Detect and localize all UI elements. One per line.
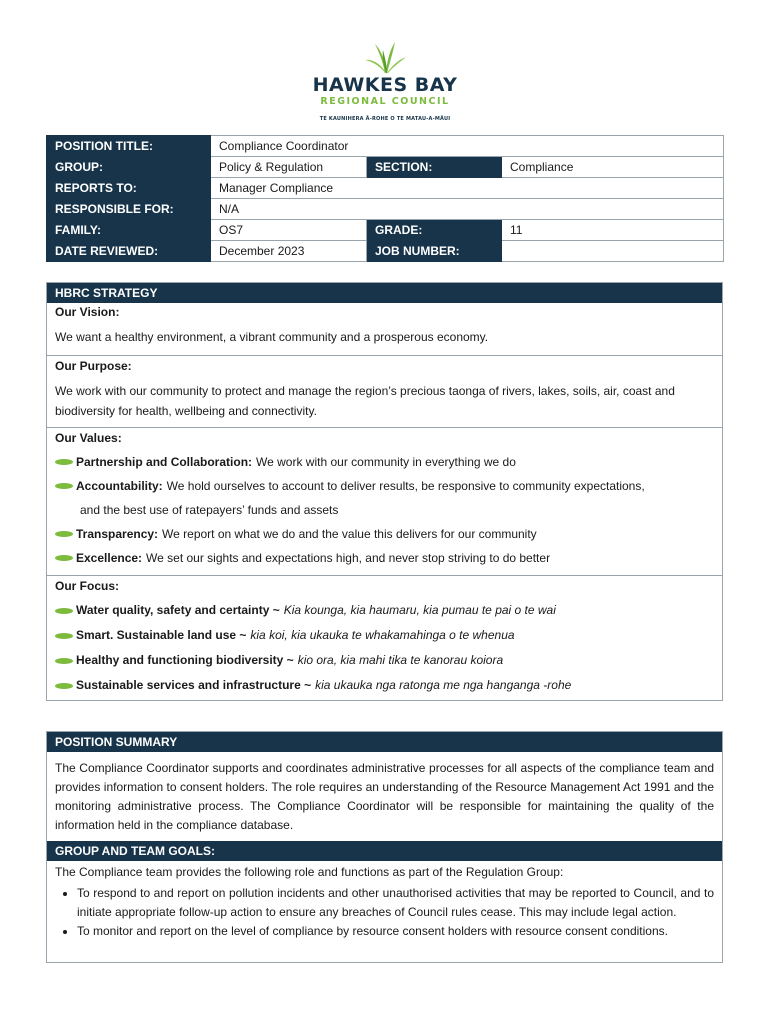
value-text: We report on what we do and the value this delivers for our community (162, 527, 537, 541)
value-item (55, 522, 714, 546)
value-item-continued (55, 498, 714, 522)
family-row (47, 220, 724, 241)
date-reviewed-label: DATE REVIEWED: (47, 241, 211, 262)
group-value: Policy & Regulation (211, 157, 367, 178)
vision-heading: Our Vision: (55, 305, 120, 319)
vision-section (47, 303, 722, 355)
focus-heading: Our Focus: (55, 579, 120, 593)
focus-maori: kia ukauka nga ratonga me nga hanganga -rohe (315, 678, 572, 692)
value-item (55, 450, 714, 474)
group-label: GROUP: (47, 157, 211, 178)
leaf-bullet-icon (55, 633, 73, 639)
focus-item (55, 648, 714, 673)
family-value: OS7 (211, 220, 367, 241)
value-text: We hold ourselves to account to deliver results, be responsive to community expectations, (166, 479, 645, 493)
section-value: Compliance (502, 157, 724, 178)
position-info-table (46, 135, 724, 262)
focus-name: Healthy and functioning biodiversity ~ (76, 653, 294, 667)
date-reviewed-row (47, 241, 724, 262)
focus-section (47, 575, 722, 698)
vision-text: We want a healthy environment, a vibrant community and a prosperous economy. (55, 330, 489, 344)
position-title-label: POSITION TITLE: (47, 136, 211, 157)
focus-item (55, 623, 714, 648)
focus-maori: kio ora, kia mahi tika te kanorau koiora (297, 653, 504, 667)
responsible-for-label: RESPONSIBLE FOR: (47, 199, 211, 220)
job-number-label: JOB NUMBER: (367, 241, 502, 262)
values-heading: Our Values: (55, 431, 122, 445)
focus-maori: kia koi, kia ukauka te whakamahinga o te whenua (250, 628, 515, 642)
goals-intro: The Compliance team provides the following role and functions as part of the Regulation Group: (55, 865, 564, 879)
value-name: Excellence: (76, 551, 143, 565)
leaf-logo-icon (362, 40, 408, 74)
position-title-value: Compliance Coordinator (211, 136, 724, 157)
logo-subtitle: REGIONAL COUNCIL (320, 96, 450, 107)
position-title-row (47, 136, 724, 157)
responsible-for-row (47, 199, 724, 220)
focus-name: Sustainable services and infrastructure ~ (76, 678, 312, 692)
reports-to-label: REPORTS TO: (47, 178, 211, 199)
leaf-bullet-icon (55, 483, 73, 489)
value-text: We work with our community in everything we do (256, 455, 516, 469)
value-text: We set our sights and expectations high, and never stop striving to do better (146, 551, 551, 565)
position-summary-header: POSITION SUMMARY (47, 732, 722, 752)
date-reviewed-value: December 2023 (211, 241, 367, 262)
job-number-value (502, 241, 724, 262)
value-item (55, 546, 714, 570)
value-name: Transparency: (76, 527, 159, 541)
purpose-heading: Our Purpose: (55, 359, 132, 373)
position-summary-box (46, 731, 723, 963)
leaf-bullet-icon (55, 531, 73, 537)
grade-value: 11 (502, 220, 724, 241)
reports-to-row (47, 178, 724, 199)
value-name: Partnership and Collaboration: (76, 455, 253, 469)
purpose-text: We work with our community to protect and manage the region’s precious taonga of rivers, lakes, soils, air, coast and biodiversity for health, wellbeing and connectivity. (55, 384, 675, 418)
reports-to-value: Manager Compliance (211, 178, 724, 199)
goal-item: • To monitor and report on the level of compliance by resource consent holders with resource consent conditions. (77, 922, 714, 941)
strategy-header: HBRC STRATEGY (47, 283, 722, 303)
leaf-bullet-icon (55, 459, 73, 465)
value-text-continued: and the best use of ratepayers’ funds and assets (80, 503, 339, 517)
section-label: SECTION: (367, 157, 502, 178)
position-summary-text: The Compliance Coordinator supports and coordinates administrative processes for all aspects of the compliance team and provides information to consent holders. The role requires an understanding of the Resource Management Act 1991 and the monitoring administrative process. The Compliance Coordinator will be responsible for maintaining the quality of the information held in the compliance database. (55, 761, 714, 832)
responsible-for-value: N/A (211, 199, 724, 220)
position-summary-section (47, 752, 722, 841)
focus-maori: Kia kounga, kia haumaru, kia pumau te pai o te wai (283, 603, 556, 617)
leaf-bullet-icon (55, 683, 73, 689)
group-team-goals-section (47, 861, 722, 941)
group-team-goals-header: GROUP AND TEAM GOALS: (47, 841, 722, 861)
purpose-section (47, 355, 722, 427)
focus-item (55, 598, 714, 623)
goal-item: • To respond to and report on pollution incidents and other unauthorised activities that may be reported to Council, and to initiate appropriate follow-up action to ensure any breaches of Council rules cease. This may include legal action. (77, 884, 714, 922)
focus-item (55, 673, 714, 698)
focus-name: Water quality, safety and certainty ~ (76, 603, 280, 617)
grade-label: GRADE: (367, 220, 502, 241)
hbrc-strategy-box (46, 282, 723, 701)
value-item (55, 474, 714, 498)
focus-name: Smart. Sustainable land use ~ (76, 628, 247, 642)
logo-tagline: TE KAUNIHERA Ā-ROHE O TE MATAU-A-MĀUI (319, 116, 451, 122)
goals-list (55, 884, 714, 941)
value-name: Accountability: (76, 479, 163, 493)
group-row (47, 157, 724, 178)
hbrc-logo (300, 40, 470, 124)
values-section (47, 427, 722, 575)
family-label: FAMILY: (47, 220, 211, 241)
leaf-bullet-icon (55, 555, 73, 561)
leaf-bullet-icon (55, 608, 73, 614)
leaf-bullet-icon (55, 658, 73, 664)
logo-name: HAWKES BAY (312, 74, 458, 96)
